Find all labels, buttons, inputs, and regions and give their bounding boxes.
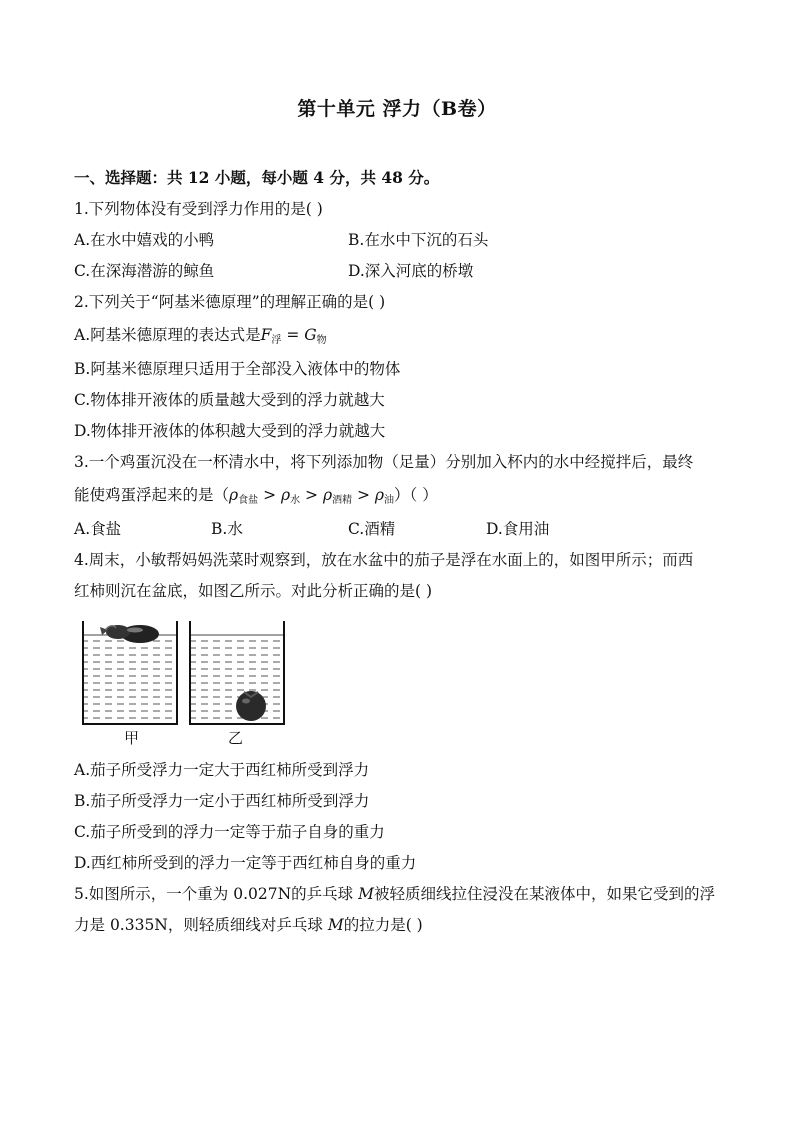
formula-f-sub: 浮 <box>271 335 282 346</box>
q1-option-b: B.在水中下沉的石头 <box>348 231 489 249</box>
q5-text-5: ，则轻质细线对乒乓球 <box>167 916 328 934</box>
q5-text-1: 5.如图所示，一个重为 <box>74 885 234 903</box>
formula-eq: = <box>281 326 305 344</box>
formula-g: G <box>304 326 317 344</box>
q5-text-4: 力是 <box>74 916 110 934</box>
gt-1: > <box>258 486 281 504</box>
rho-4-sub: 油 <box>384 495 395 506</box>
q1-option-c: C.在深海潜游的鲸鱼 <box>74 262 215 280</box>
figure-label-jia: 甲 <box>124 729 140 747</box>
tomato-icon <box>236 691 266 721</box>
q4-stem-line2: 红柿则沉在盆底，如图乙所示。对此分析正确的是( ) <box>74 582 433 600</box>
section-heading: 一、选择题：共 12 小题，每小题 4 分，共 48 分。 <box>74 168 440 187</box>
rho-3-sub: 酒精 <box>332 495 353 506</box>
q5-text-6: 的拉力是( ) <box>343 916 423 934</box>
q2-option-c: C.物体排开液体的质量越大受到的浮力就越大 <box>74 391 385 409</box>
q3-stem-line1: 3.一个鸡蛋沉没在一杯清水中，将下列添加物（足量）分别加入杯内的水中经搅拌后，最终 <box>74 453 694 471</box>
rho-3: ρ <box>322 486 333 504</box>
q1-stem: 1.下列物体没有受到浮力作用的是( ) <box>74 200 323 218</box>
q4-stem-line1: 4.周末，小敏帮妈妈洗菜时观察到，放在水盆中的茄子是浮在水面上的，如图甲所示；而西 <box>74 551 694 569</box>
q3-option-a: A.食盐 <box>74 520 122 538</box>
q1-option-a: A.在水中嬉戏的小鸭 <box>74 231 215 249</box>
basin-right <box>190 621 284 724</box>
q4-option-b: B.茄子所受浮力一定小于西红柿所受到浮力 <box>74 792 370 810</box>
formula-g-sub: 物 <box>316 335 327 346</box>
q5-buoyancy-value: 0.335N <box>109 916 168 934</box>
figure-label-yi: 乙 <box>228 729 244 747</box>
q2-option-d: D.物体排开液体的体积越大受到的浮力就越大 <box>74 422 386 440</box>
rho-1-sub: 食盐 <box>238 495 259 506</box>
q4-option-c: C.茄子所受到的浮力一定等于茄子自身的重力 <box>74 823 385 841</box>
q5-text-3: 被轻质细线拉住浸没在某液体中，如果它受到的浮 <box>373 885 715 903</box>
q4-option-d: D.西红柿所受到的浮力一定等于西红柿自身的重力 <box>74 854 417 872</box>
q5-stem-line2 <box>74 915 423 935</box>
gt-3: > <box>352 486 375 504</box>
q3-option-d: D.食用油 <box>486 520 550 538</box>
page-title: 第十单元 浮力（B卷） <box>297 98 497 120</box>
q5-weight-value: 0.027N <box>233 885 292 903</box>
rho-2-sub: 水 <box>290 495 301 506</box>
q3-option-c: C.酒精 <box>348 520 396 538</box>
rho-4: ρ <box>374 486 385 504</box>
q2-option-a <box>74 325 327 351</box>
q5-symbol-m-2: M <box>327 916 344 934</box>
basin-left <box>83 621 177 724</box>
q2-option-a-text: A.阿基米德原理的表达式是 <box>74 326 261 344</box>
q2-option-b: B.阿基米德原理只适用于全部没入液体中的物体 <box>74 360 401 378</box>
q2-stem: 2.下列关于“阿基米德原理”的理解正确的是( ) <box>74 293 386 311</box>
q3-option-b: B.水 <box>211 520 243 538</box>
q1-option-d: D.深入河底的桥墩 <box>348 262 474 280</box>
q4-figure <box>80 617 290 747</box>
q4-option-a: A.茄子所受浮力一定大于西红柿所受到浮力 <box>74 761 370 779</box>
rho-2: ρ <box>280 486 291 504</box>
basins-illustration <box>80 617 290 727</box>
gt-2: > <box>300 486 323 504</box>
q5-text-2: 的乒乓球 <box>291 885 359 903</box>
q3-stem-line2 <box>74 485 438 511</box>
rho-1: ρ <box>229 486 239 504</box>
q3-stem-prefix: 能使鸡蛋浮起来的是（ <box>74 486 230 504</box>
q3-stem-suffix: ）（ ） <box>394 486 438 504</box>
q5-symbol-m: M <box>358 885 374 903</box>
q5-stem-line1 <box>74 884 715 904</box>
formula-f: F <box>260 326 272 344</box>
